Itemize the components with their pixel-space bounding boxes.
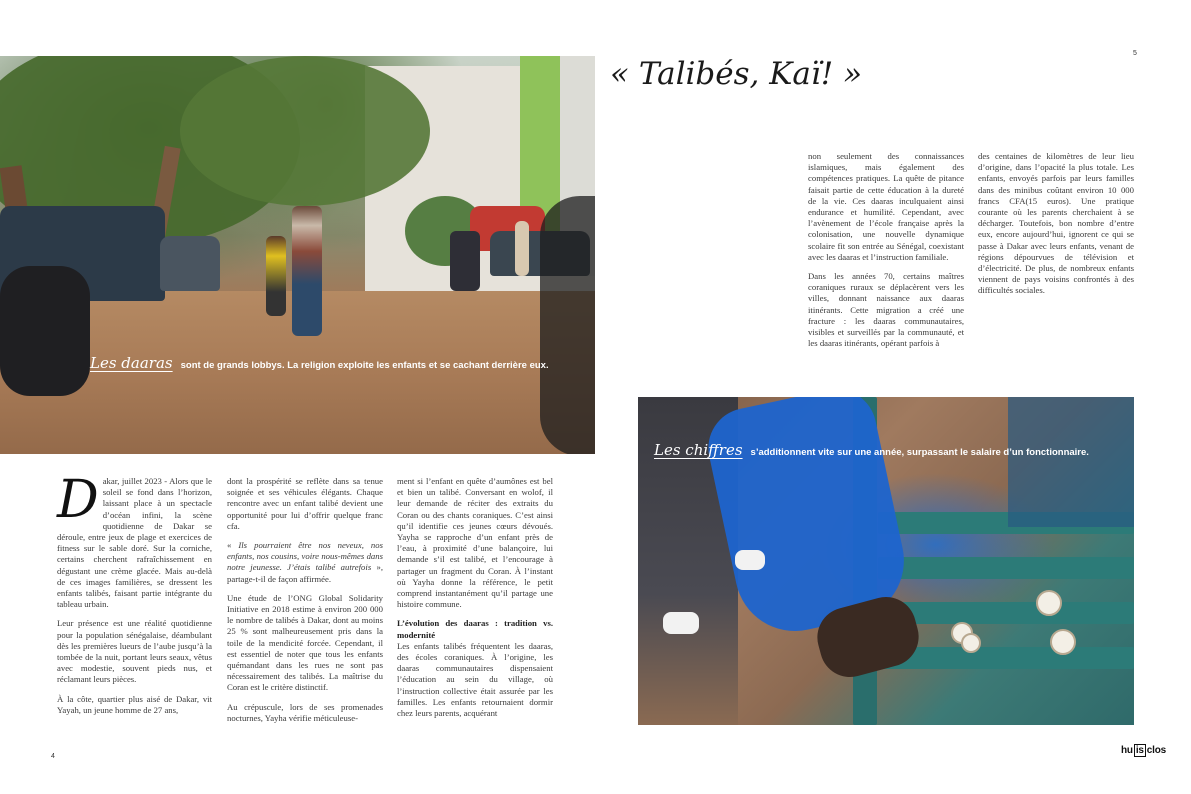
paragraph: Une étude de l’ONG Global Solidarity Initiative en 2018 estime à environ 200 000 le nombre de talibés à Dakar, dont au moins 25 % sont malheureusement pris dans la toile de la mendicité forcée. Cependant, il est essentiel de noter que tous les enfants quémandant dans les rues ne sont pas nécessairement des talibés. La maîtrise du Coran est le critère distinctif. — [227, 592, 383, 693]
article-column-4 — [808, 151, 964, 357]
paragraph: Dans les années 70, certains maîtres coraniques ruraux se déplacèrent vers les villes, donnant naissance aux daaras itinérants. Cette migration a créé une fracture : les daaras communautaires, visibles et surveillés par la communauté, et les daaras itinérants, opérant parfois à — [808, 271, 964, 349]
paragraph-text: « — [227, 540, 239, 551]
quote-text: Ils pourraient être nos neveux, nos enfants, nos cousins, voire nous-mêmes dans notre jeunesse. J’étais talibé autrefois — [227, 540, 383, 573]
paragraph-text: », partage-t-il de façon affirmée. — [227, 562, 383, 584]
huis-clos-logo — [1121, 745, 1166, 756]
logo-part: hu — [1121, 745, 1133, 756]
logo-part: is — [1135, 745, 1144, 756]
paragraph: Au crépuscule, lors de ses promenades nocturnes, Yayha vérifie méticuleuse- — [227, 701, 383, 723]
lead-paragraph — [57, 470, 212, 610]
left-page — [0, 0, 595, 794]
article-column-3 — [397, 476, 553, 727]
quote-paragraph — [227, 540, 383, 585]
caption-text: s’additionnent vite sur une année, surpassant le salaire d’un fonctionnaire. — [750, 447, 1089, 458]
drop-cap: D — [57, 470, 99, 530]
paragraph: À la côte, quartier plus aisé de Dakar, vit Yayah, un jeune homme de 27 ans, — [57, 693, 212, 715]
paragraph: ment si l’enfant en quête d’aumônes est bel et bien un talibé. Conversant en wolof, il leur demande de réciter des extraits du Coran ou des chants coraniques. C’est ainsi qu’il identifie ces jeunes cœurs dévoués. Yayha se rapproche d’un enfant près de l’eau, à proximité d’une balançoire, lui demande s’il est talibé, et l’encourage à partager un fragment du Coran. À l’instant où Yayha donne la référence, le petit comprend instantanément qu’il partage une histoire commune. — [397, 476, 553, 610]
photo-caption — [90, 354, 549, 372]
logo-part: clos — [1146, 745, 1166, 756]
paragraph: Les enfants talibés fréquentent les daaras, des écoles coraniques. À l’origine, les daaras communautaires dispensaient l’éducation au sein du village, où l’instruction collective était assurée par les familles. Les enfants retournaient dormir chez leurs parents, acquérant — [397, 640, 553, 719]
article-column-5 — [978, 151, 1134, 305]
page-number: 5 — [1133, 50, 1137, 57]
article-column-2 — [227, 476, 383, 732]
paragraph: Leur présence est une réalité quotidienne pour la population sénégalaise, déambulant dès les premières lueurs de l’aube jusqu’à la tombée de la nuit, portant leurs seaux, vêtus avec modestie, souvent pieds nus, et réclamant leurs pièces. — [57, 618, 212, 685]
paragraph: dont la prospérité se reflète dans sa tenue soignée et ses véhicules élégants. Chaque rencontre avec un enfant talibé devient une opportunité pour lui d’offrir quelque franc cfa. — [227, 476, 383, 531]
page-number: 4 — [51, 753, 55, 760]
article-title: « Talibés, Kaï! » — [610, 56, 863, 92]
paragraph-text: akar, juillet 2023 - Alors que le soleil se fond dans l’horizon, laissant place à un spectacle d’océan infini, la scène quotidienne de Dakar se déroule, entre jeux de plage et exercices de fitness sur le sable doré. Sur la corniche, certains cherchent rafraîchissement en dégustant une crème glacée. Mais au-delà de ces images familières, se dressent les enfants talibés, faisant partie intégrante du tableau urbain. — [57, 476, 212, 610]
article-column-1 — [57, 470, 212, 724]
caption-text: sont de grands lobbys. La religion exploite les enfants et se cachant derrière eux. — [180, 360, 549, 371]
street-photo — [0, 56, 595, 454]
paragraph: des centaines de kilomètres de leur lieu d’origine, dans l’opacité la plus totale. Les enfants, envoyés parfois par leurs familles dans des minibus coûtant environ 10 000 francs CFA(15 euros). Une pratique courante où les parents cherchaient à se décharger. Toutefois, bon nombre d’entre eux, encore aujourd’hui, ignorent ce qui se passe à Dakar avec leurs enfants, venant de régions dépourvues de télévision et d’électricité. De plus, de nombreux enfants viennent de pays voisins confrontés à des difficultés sociales. — [978, 151, 1134, 296]
paragraph: non seulement des connaissances islamiques, mais également des compétences pratiques. La quête de pitance faisait partie de cette éducation à la dureté de la vie. Ces daaras inculquaient ainsi endurance et humilité. Cependant, avec l’avènement de l’école française après la colonisation, une nouvelle dynamique scolaire fit son entrée au Sénégal, coexistant avec les daaras et l’instruction familiale. — [808, 151, 964, 262]
section-subheading: L’évolution des daaras : tradition vs. modernité — [397, 618, 553, 640]
photo-caption — [654, 441, 1089, 459]
caption-script-word: Les daaras — [90, 354, 173, 372]
children-photo — [638, 397, 1134, 725]
caption-script-word: Les chiffres — [654, 441, 743, 459]
